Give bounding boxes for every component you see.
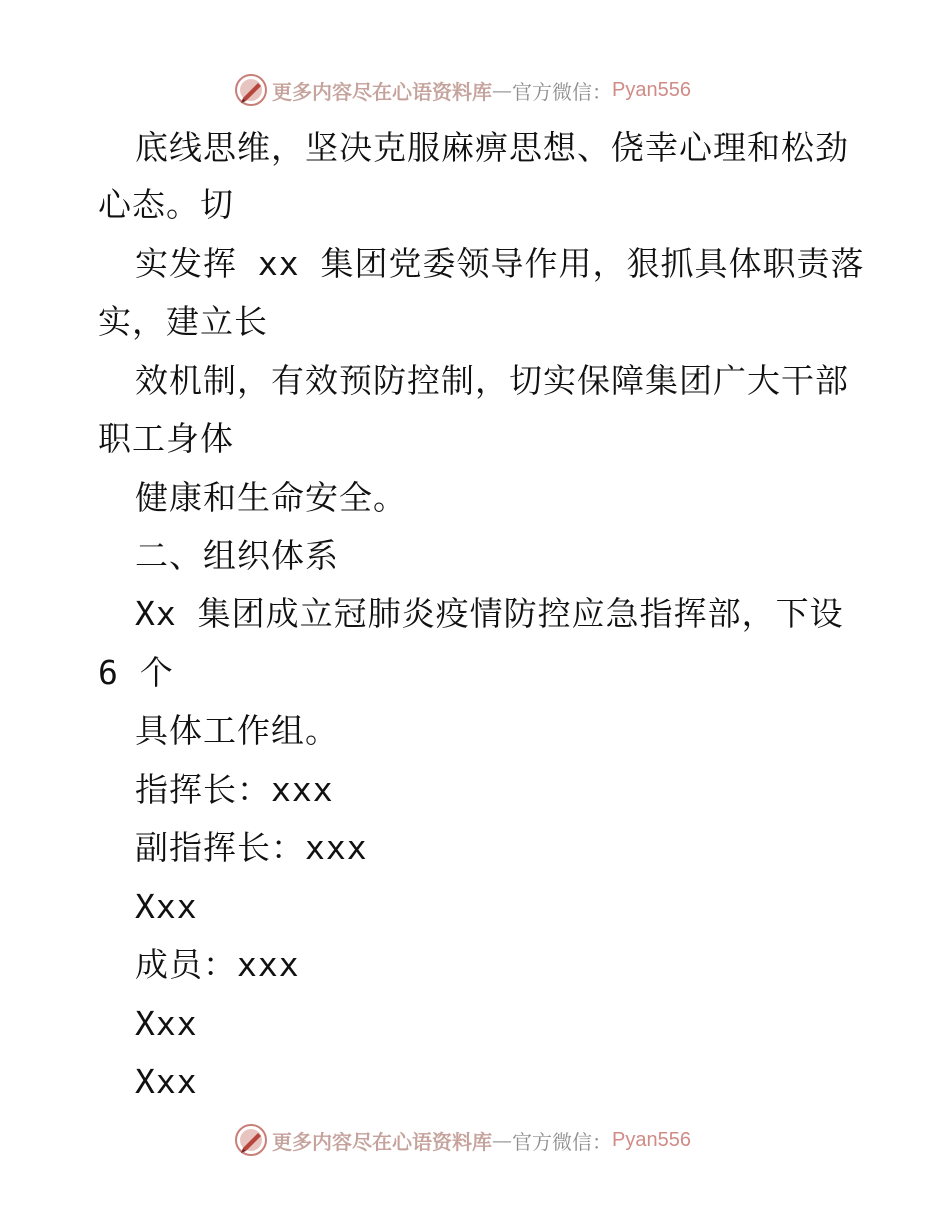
watermark-main-text: 更多内容尽在心语资料库 bbox=[272, 79, 492, 104]
text-line: 效机制，有效预防控制，切实保障集团广大干部 bbox=[135, 361, 849, 400]
watermark-wechat-id: Pyan556 bbox=[612, 78, 691, 101]
text-line: Xxx bbox=[135, 1062, 198, 1101]
section-heading: 二、组织体系 bbox=[135, 536, 339, 575]
watermark-side-text: 官方微信： bbox=[512, 79, 612, 104]
text-line: 底线思维，坚决克服麻痹思想、侥幸心理和松劲 bbox=[135, 128, 849, 167]
footer-watermark bbox=[234, 1122, 691, 1158]
text-line: Xxx bbox=[135, 887, 198, 926]
text-line: 实，建立长 bbox=[98, 302, 268, 341]
text-line: 具体工作组。 bbox=[135, 711, 339, 750]
text-line: Xx 集团成立冠肺炎疫情防控应急指挥部，下设 bbox=[135, 594, 844, 633]
watermark-dash: — bbox=[492, 78, 512, 102]
text-line: 实发挥 xx 集团党委领导作用，狠抓具体职责落 bbox=[135, 244, 865, 283]
text-line: 心态。切 bbox=[98, 185, 234, 224]
text-line: Xxx bbox=[135, 1004, 198, 1043]
pen-logo-icon bbox=[234, 1123, 268, 1157]
text-line: 健康和生命安全。 bbox=[135, 478, 407, 517]
text-line: 6 个 bbox=[98, 653, 174, 692]
watermark-main-text: 更多内容尽在心语资料库 bbox=[272, 1129, 492, 1154]
text-line: 指挥长：xxx bbox=[135, 770, 334, 809]
watermark-dash: — bbox=[492, 1128, 512, 1152]
text-line: 成员：xxx bbox=[135, 945, 300, 984]
pen-logo-icon bbox=[234, 73, 268, 107]
header-watermark bbox=[234, 72, 691, 108]
watermark-side-text: 官方微信： bbox=[512, 1129, 612, 1154]
text-line: 副指挥长：xxx bbox=[135, 828, 368, 867]
text-line: 职工身体 bbox=[98, 419, 234, 458]
watermark-wechat-id: Pyan556 bbox=[612, 1128, 691, 1151]
